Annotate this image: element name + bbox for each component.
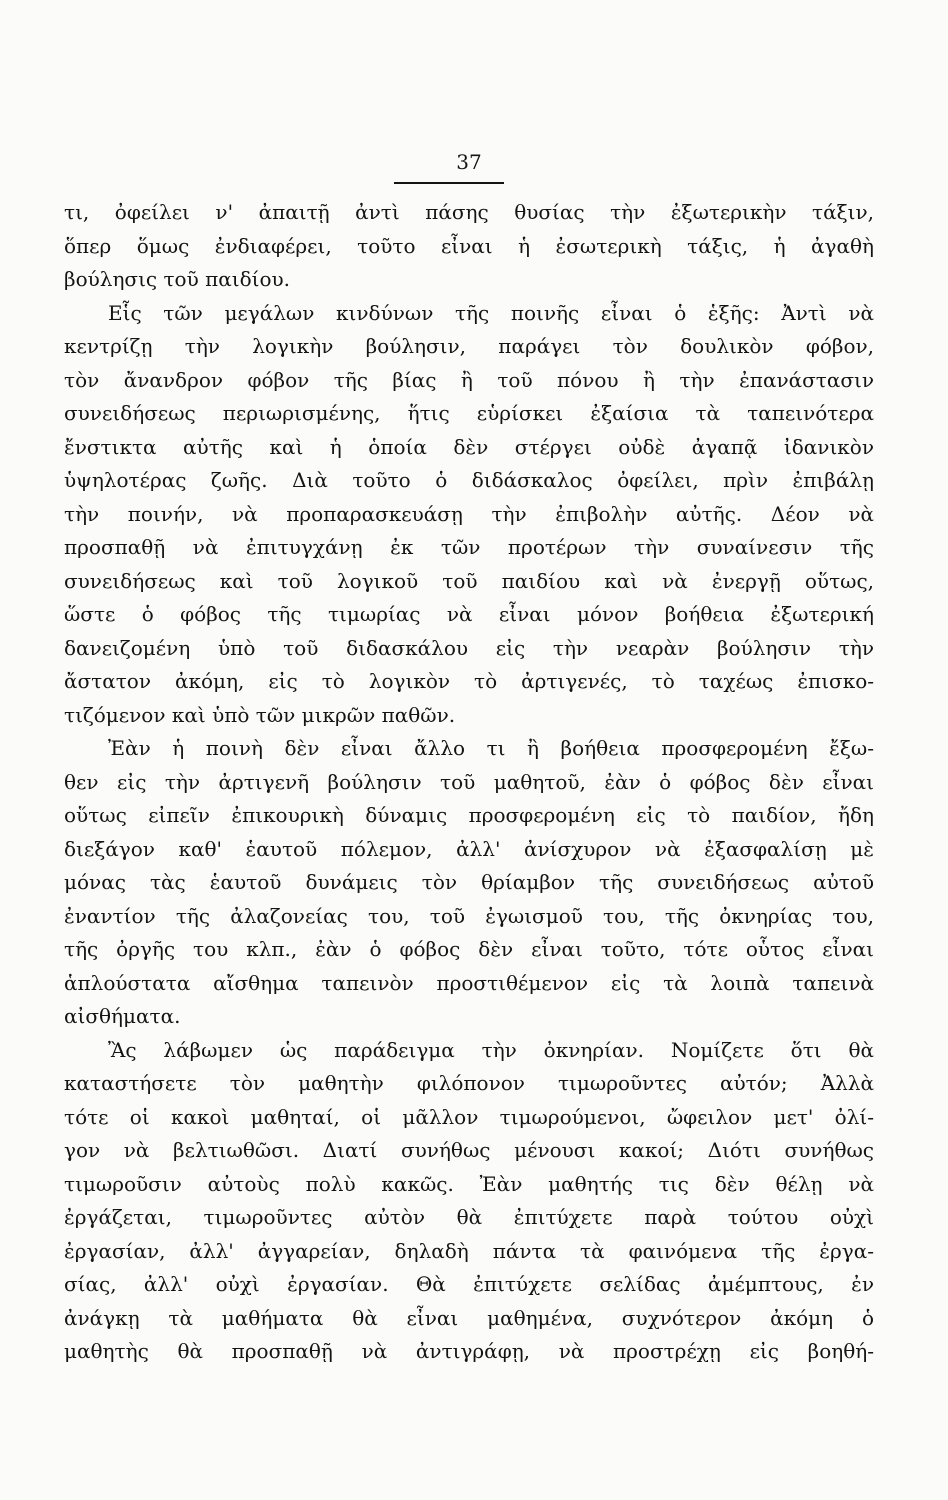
text-line: οὕτως εἰπεῖν ἐπικουρικὴ δύναμις προσφερομένη εἰς τὸ παιδίον, ἤδη [64, 803, 874, 827]
text-line: τῆς ὀργῆς του κλπ., ἐὰν ὁ φόβος δὲν εἶναι τοῦτο, τότε οὗτος εἶναι [64, 937, 874, 961]
page-number-rule [394, 182, 504, 184]
text-line: γον νὰ βελτιωθῶσι. Διατί συνήθως μένουσι κακοί; Διότι συνήθως [64, 1138, 874, 1162]
text-line: συνειδήσεως περιωρισμένης, ἥτις εὑρίσκει ἐξαίσια τὰ ταπεινότερα [64, 401, 874, 425]
text-line: αἰσθήματα. [64, 1004, 181, 1028]
text-line: μόνας τὰς ἑαυτοῦ δυνάμεις τὸν θρίαμβον τῆς συνειδήσεως αὐτοῦ [64, 870, 874, 894]
text-line: ὥστε ὁ φόβος τῆς τιμωρίας νὰ εἶναι μόνον βοήθεια ἐξωτερική [64, 602, 874, 626]
text-line: ἄστατον ἀκόμη, εἰς τὸ λογικὸν τὸ ἀρτιγενές, τὸ ταχέως ἐπισκο- [64, 669, 874, 693]
text-line: Ἂς λάβωμεν ὡς παράδειγμα τὴν ὀκνηρίαν. Νομίζετε ὅτι θὰ [108, 1037, 874, 1062]
text-line: Ἐὰν ἡ ποινὴ δὲν εἶναι ἄλλο τι ἢ βοήθεια προσφερομένη ἔξω- [108, 736, 874, 760]
text-line: ἀνάγκῃ τὰ μαθήματα θὰ εἶναι μαθημένα, συχνότερον ἀκόμη ὁ [64, 1305, 874, 1330]
text-line: ἔνστικτα αὐτῆς καὶ ἡ ὁποία δὲν στέργει οὐδὲ ἀγαπᾷ ἰδανικὸν [64, 434, 874, 459]
text-line: βούλησις τοῦ παιδίου. [64, 267, 291, 291]
text-line: καταστήσετε τὸν μαθητὴν φιλόπονον τιμωροῦντες αὐτόν; Ἀλλὰ [64, 1071, 874, 1095]
text-line: ἐργασίαν, ἀλλ' ἀγγαρείαν, δηλαδὴ πάντα τὰ φαινόμενα τῆς ἐργα- [64, 1238, 874, 1263]
text-line: τὸν ἄνανδρον φόβον τῆς βίας ἢ τοῦ πόνου ἢ τὴν ἐπανάστασιν [64, 367, 874, 392]
text-line: τιζόμενον καὶ ὑπὸ τῶν μικρῶν παθῶν. [64, 702, 456, 727]
text-line: μαθητὴς θὰ προσπαθῇ νὰ ἀντιγράφῃ, νὰ προστρέχῃ εἰς βοηθή- [64, 1339, 874, 1363]
text-line: συνειδήσεως καὶ τοῦ λογικοῦ τοῦ παιδίου καὶ νὰ ἐνεργῇ οὕτως, [64, 568, 874, 593]
book-page [64, 150, 874, 1369]
text-line: τὴν ποινήν, νὰ προπαρασκευάσῃ τὴν ἐπιβολὴν αὐτῆς. Δέον νὰ [64, 501, 874, 526]
text-line: ὑψηλοτέρας ζωῆς. Διὰ τοῦτο ὁ διδάσκαλος ὀφείλει, πρὶν ἐπιβάλῃ [64, 468, 874, 492]
text-line: θεν εἰς τὴν ἀρτιγενῆ βούλησιν τοῦ μαθητοῦ, ἐὰν ὁ φόβος δὲν εἶναι [64, 769, 874, 794]
text-line: τι, ὀφείλει ν' ἀπαιτῇ ἀντὶ πάσης θυσίας τὴν ἐξωτερικὴν τάξιν, [64, 200, 874, 224]
text-line: ἁπλούστατα αἴσθημα ταπεινὸν προστιθέμενον εἰς τὰ λοιπὰ ταπεινὰ [64, 970, 874, 995]
text-line: Εἷς τῶν μεγάλων κινδύνων τῆς ποινῆς εἶναι ὁ ἑξῆς: Ἀντὶ νὰ [108, 300, 874, 325]
text-line: τότε οἱ κακοὶ μαθηταί, οἱ μᾶλλον τιμωρούμενοι, ὤφειλον μετ' ὀλί- [64, 1104, 874, 1129]
body-text [64, 196, 874, 1369]
text-line: προσπαθῇ νὰ ἐπιτυγχάνῃ ἐκ τῶν προτέρων τὴν συναίνεσιν τῆς [64, 535, 874, 559]
text-line: ὅπερ ὅμως ἐνδιαφέρει, τοῦτο εἶναι ἡ ἐσωτερικὴ τάξις, ἡ ἀγαθὴ [64, 233, 874, 258]
text-line: διεξάγον καθ' ἑαυτοῦ πόλεμον, ἀλλ' ἀνίσχυρον νὰ ἐξασφαλίσῃ μὲ [64, 836, 874, 861]
text-line: σίας, ἀλλ' οὐχὶ ἐργασίαν. Θὰ ἐπιτύχετε σελίδας ἀμέμπτους, ἐν [64, 1272, 874, 1296]
text-line: δανειζομένη ὑπὸ τοῦ διδασκάλου εἰς τὴν νεαρὰν βούλησιν τὴν [64, 635, 874, 660]
text-line: ἐναντίον τῆς ἀλαζονείας του, τοῦ ἐγωισμοῦ του, τῆς ὀκνηρίας του, [64, 903, 874, 928]
text-line: τιμωροῦσιν αὐτοὺς πολὺ κακῶς. Ἐὰν μαθητής τις δὲν θέλῃ νὰ [64, 1171, 874, 1196]
text-line: κεντρίζῃ τὴν λογικὴν βούλησιν, παράγει τὸν δουλικὸν φόβον, [64, 334, 874, 358]
text-line: ἐργάζεται, τιμωροῦντες αὐτὸν θὰ ἐπιτύχετε παρὰ τούτου οὐχὶ [64, 1205, 874, 1229]
page-number: 37 [456, 150, 482, 174]
